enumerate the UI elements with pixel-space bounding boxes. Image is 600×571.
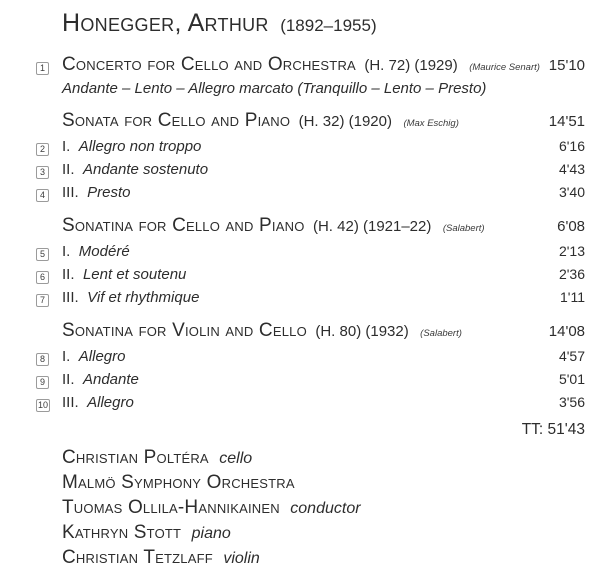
- work-title: Sonatina for Cello and Piano: [62, 215, 305, 236]
- work-title-line: [62, 320, 549, 345]
- track-number-box: 9: [36, 376, 49, 389]
- work-duration: 14'51: [548, 113, 585, 130]
- track-number-box: 4: [36, 189, 49, 202]
- work-header-row: [36, 110, 585, 135]
- movement-row: [36, 368, 585, 391]
- movement-duration: 4'43: [558, 161, 585, 177]
- credit-line: [62, 496, 585, 521]
- work-title-line: [62, 54, 549, 79]
- track-number-cell: [36, 136, 62, 158]
- work-sonatina-cello-piano: [36, 215, 585, 309]
- track-number-cell: [36, 287, 62, 309]
- performer-name: Christian Poltéra: [62, 447, 209, 468]
- work-sonatina-violin-cello: [36, 320, 585, 414]
- track-number-cell: [36, 346, 62, 368]
- movement-title-line: [62, 392, 559, 414]
- movement-numeral: III.: [62, 289, 79, 306]
- movement-name: Allegro: [78, 348, 126, 365]
- movement-name: Lent et soutenu: [82, 266, 187, 283]
- movement-title-line: [62, 346, 559, 368]
- movement-row: [36, 158, 585, 181]
- work-title: Sonata for Cello and Piano: [62, 110, 291, 131]
- movement-duration: 1'11: [560, 289, 585, 305]
- movement-numeral: III.: [62, 184, 79, 201]
- track-number-box: 10: [38, 400, 49, 410]
- work-publisher: (Salabert): [442, 223, 485, 234]
- work-subtitle-row: [36, 79, 585, 99]
- movement-row: [36, 135, 585, 158]
- movement-numeral: I.: [62, 243, 71, 260]
- work-duration: 14'08: [548, 323, 585, 340]
- movement-name: Allegro: [87, 394, 134, 411]
- work-concerto-cello-orchestra: [36, 54, 585, 99]
- work-sonata-cello-piano: [36, 110, 585, 204]
- work-movement-summary: Andante – Lento – Allegro marcato (Tranquillo – Lento – Presto): [62, 80, 487, 97]
- movement-duration: 4'57: [558, 348, 585, 364]
- performer-credits: [36, 446, 585, 571]
- movement-duration: 6'16: [558, 138, 585, 154]
- track-number-box: 6: [36, 271, 49, 284]
- movement-name: Vif et rhythmique: [87, 289, 200, 306]
- track-number-box: 7: [36, 294, 49, 307]
- movement-duration: 2'36: [558, 266, 585, 282]
- movement-row: [36, 240, 585, 263]
- credit-line: [62, 446, 585, 471]
- work-catalog-year: (H. 72) (1929): [364, 57, 458, 74]
- movement-numeral: II.: [62, 161, 75, 178]
- performer-name: Malmö Symphony Orchestra: [62, 472, 295, 493]
- track-number-cell: [36, 369, 62, 391]
- movement-duration: 3'56: [558, 394, 585, 410]
- movement-numeral: I.: [62, 348, 71, 365]
- movement-row: [36, 263, 585, 286]
- work-title: Concerto for Cello and Orchestra: [62, 54, 356, 75]
- performer-role: piano: [191, 525, 231, 542]
- movement-name: Presto: [87, 184, 131, 201]
- work-catalog-year: (H. 80) (1932): [315, 323, 409, 340]
- movement-name: Allegro non troppo: [78, 138, 202, 155]
- movement-title-line: [62, 159, 559, 181]
- movement-title-line: [62, 241, 559, 263]
- movement-name: Modéré: [78, 243, 130, 260]
- performer-role: violin: [223, 550, 260, 567]
- track-number-box: 1: [36, 62, 49, 75]
- track-number-cell: [36, 55, 62, 77]
- track-number-box: 3: [36, 166, 49, 179]
- performer-role: conductor: [290, 500, 361, 517]
- work-header-row: [36, 54, 585, 79]
- movement-duration: 5'01: [558, 371, 585, 387]
- movement-numeral: II.: [62, 371, 75, 388]
- total-time-row: [36, 420, 585, 440]
- work-duration: 6'08: [557, 218, 585, 235]
- movement-duration: 3'40: [558, 184, 585, 200]
- composer-name: Honegger, Arthur: [62, 9, 269, 37]
- movement-title-line: [62, 264, 559, 286]
- track-number-box: 2: [36, 143, 49, 156]
- movement-title-line: [62, 369, 559, 391]
- movement-row: [36, 286, 585, 309]
- movement-numeral: I.: [62, 138, 71, 155]
- work-title-line: [62, 110, 549, 135]
- performer-name: Christian Tetzlaff: [62, 547, 213, 568]
- track-number-cell: [36, 264, 62, 286]
- movement-name: Andante sostenuto: [82, 161, 209, 178]
- movement-row: [36, 181, 585, 204]
- performer-role: cello: [219, 450, 253, 467]
- work-title-line: [62, 215, 557, 240]
- work-publisher: (Maurice Senart): [469, 62, 540, 73]
- work-catalog-year: (H. 32) (1920): [298, 113, 392, 130]
- work-duration: 15'10: [548, 57, 585, 74]
- work-catalog-year: (H. 42) (1921–22): [312, 218, 432, 235]
- movement-row: [36, 391, 585, 414]
- total-time: TT: 51'43: [521, 421, 585, 438]
- track-number-cell: [36, 159, 62, 181]
- credit-line: [62, 521, 585, 546]
- performer-name: Kathryn Stott: [62, 522, 182, 543]
- track-number-box: 5: [36, 248, 49, 261]
- work-publisher: (Salabert): [420, 328, 462, 339]
- credit-line: [62, 546, 585, 571]
- composer-dates: (1892–1955): [280, 16, 377, 35]
- movement-title-line: [62, 182, 559, 204]
- work-header-row: [36, 215, 585, 240]
- work-title: Sonatina for Violin and Cello: [62, 320, 307, 341]
- movement-title-line: [62, 287, 560, 309]
- track-number-cell: [36, 392, 62, 414]
- movement-row: [36, 345, 585, 368]
- movement-numeral: II.: [62, 266, 75, 283]
- credit-line: [62, 471, 585, 496]
- movement-numeral: III.: [62, 394, 79, 411]
- movement-duration: 2'13: [558, 243, 585, 259]
- performer-name: Tuomas Ollila-Hannikainen: [62, 497, 280, 518]
- track-number-box: 8: [36, 353, 49, 366]
- work-publisher: (Max Eschig): [403, 118, 459, 129]
- movement-title-line: [62, 136, 559, 158]
- track-number-cell: [36, 182, 62, 204]
- work-header-row: [36, 320, 585, 345]
- movement-name: Andante: [82, 371, 139, 388]
- track-number-cell: [36, 241, 62, 263]
- composer-heading: [36, 8, 585, 42]
